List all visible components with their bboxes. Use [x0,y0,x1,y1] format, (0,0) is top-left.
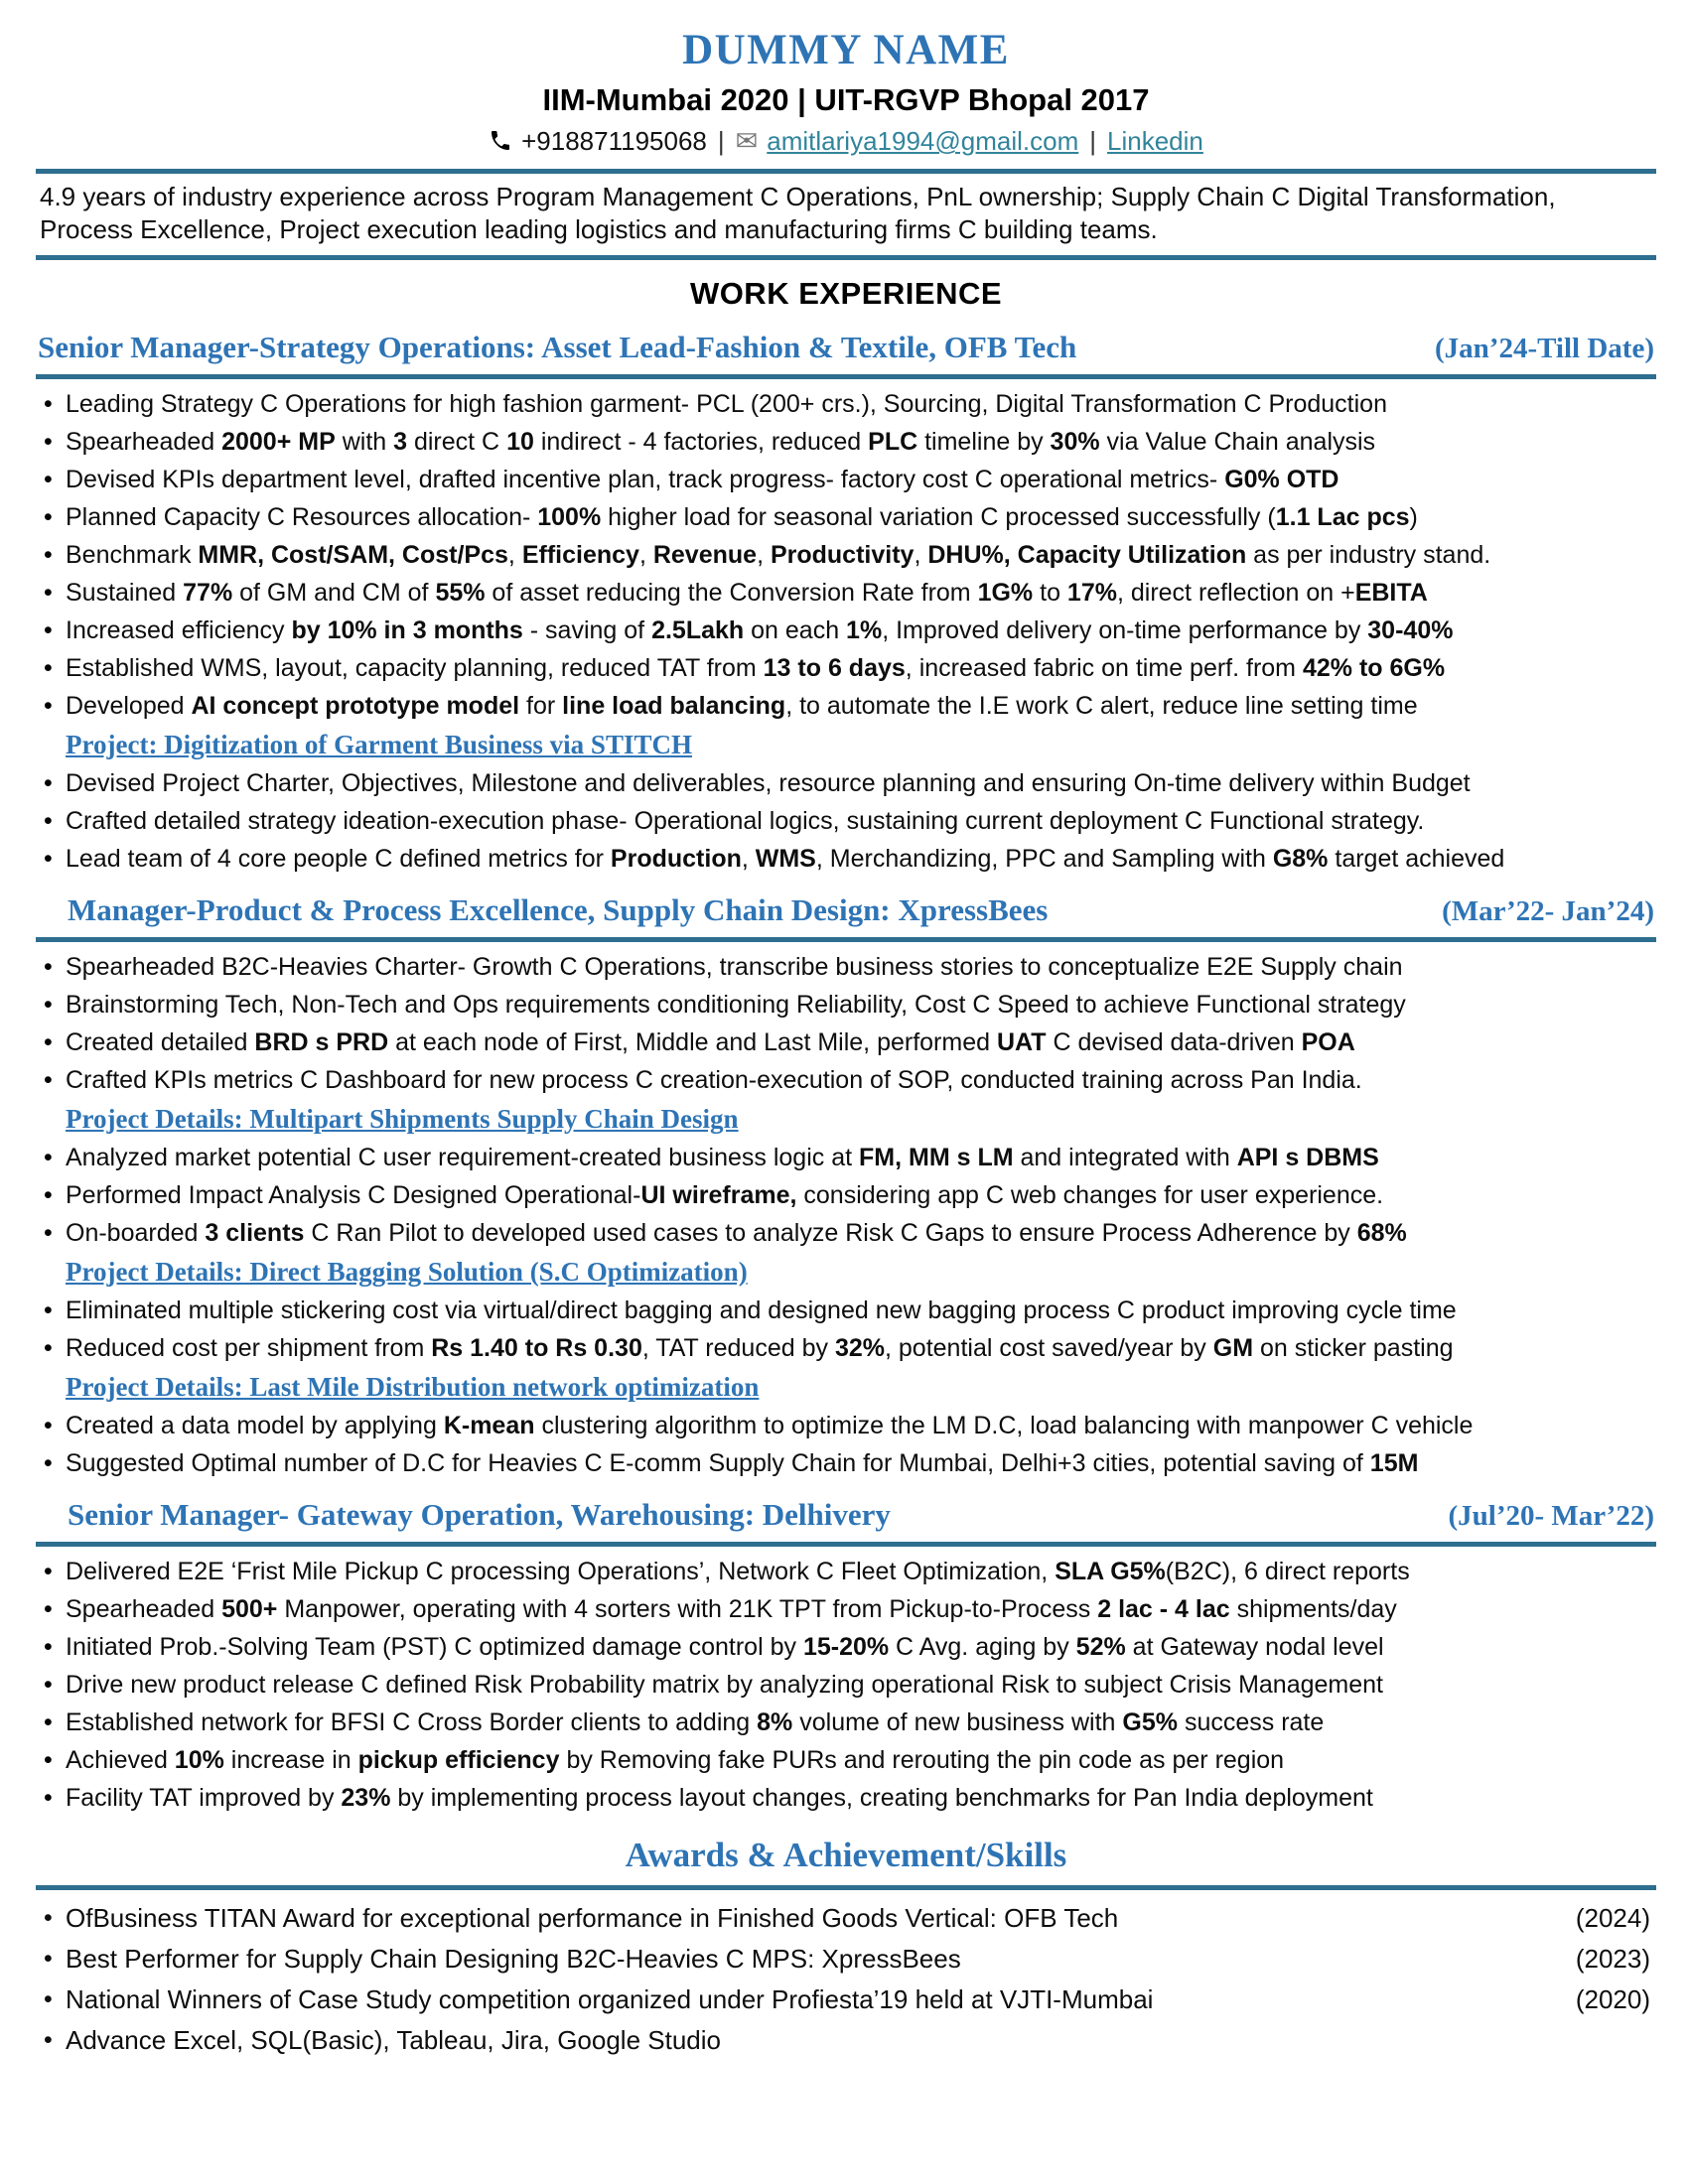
bullet-item [36,1180,1656,1211]
text: , direct reflection on + [1116,579,1355,607]
bold-text: 3 clients [205,1219,305,1247]
text: Spearheaded B2C-Heavies Charter- Growth C Operations, transcribe business stories to conceptualize E2E Supply chain [66,953,1403,981]
bullet-item [36,806,1656,837]
email-icon: ✉ [735,126,759,156]
candidate-name: DUMMY NAME [682,27,1010,73]
bold-text: G5% [1122,1708,1178,1736]
job-title: Manager-Product & Process Excellence, Supply Chain Design: XpressBees [68,892,1049,927]
text: and integrated with [1013,1144,1237,1171]
text: at each node of First, Middle and Last Mile, performed [388,1028,997,1056]
bold-text: BRD s PRD [254,1028,389,1056]
bullet-item [36,1594,1656,1625]
bullet-item [36,1557,1656,1587]
bullet-item [36,653,1656,684]
text: , [741,845,756,873]
bold-text: 2000+ MP [221,428,336,456]
text: Created detailed [66,1028,255,1056]
project-link[interactable]: Project Details: Last Mile Distribution network optimization [66,1372,760,1402]
jobs-container [36,330,1656,1814]
text: C devised data-driven [1046,1028,1302,1056]
project-link[interactable]: Project Details: Multipart Shipments Supply Chain Design [66,1104,739,1134]
bullet-item [36,1707,1656,1738]
project-link-row [36,730,1656,760]
bold-text: 2 lac - 4 lac [1097,1595,1230,1623]
project-link-row [36,1104,1656,1135]
text: (B2C), 6 direct reports [1165,1558,1410,1585]
award-item [36,1983,1656,2015]
award-text: • Best Performer for Supply Chain Designing B2C-Heavies C MPS: XpressBees [66,1944,961,1974]
bold-text: POA [1301,1028,1355,1056]
bullet-item [36,615,1656,646]
bullet-item [36,844,1656,875]
text: Suggested Optimal number of D.C for Heavies C E-comm Supply Chain for Mumbai, Delhi+3 cities, potential saving of [66,1449,1370,1477]
bullet-item [36,952,1656,983]
contact-line [36,126,1656,157]
email-link[interactable]: amitlariya1994@gmail.com [767,126,1079,156]
text: on sticker pasting [1253,1334,1454,1362]
job-header [36,1497,1656,1533]
text: Performed Impact Analysis C Designed Operational- [66,1181,641,1209]
bold-text: AI concept prototype model [191,692,520,720]
text: , [638,541,653,569]
bold-text: K-mean [443,1412,535,1439]
bold-text: 55% [435,579,486,607]
text: Benchmark [66,541,199,569]
text: Increased efficiency [66,616,292,644]
bold-text: 8% [757,1708,793,1736]
text: , TAT reduced by [641,1334,835,1362]
job-title: Senior Manager-Strategy Operations: Asset Lead-Fashion & Textile, OFB Tech [38,330,1077,364]
job-date: (Jan’24-Till Date) [1435,333,1654,364]
bullet-item [36,540,1656,571]
text: Achieved [66,1746,175,1774]
education-line: IIM-Mumbai 2020 | UIT-RGVP Bhopal 2017 [542,82,1150,117]
job-rule [36,374,1656,379]
bold-text: 23% [341,1784,391,1812]
award-year: (2023) [1575,1944,1650,1974]
bold-text: SLA G5% [1055,1558,1166,1585]
awards-title: Awards & Achievement/Skills [625,1836,1067,1874]
bold-text: 10% [174,1746,224,1774]
bold-text: G0% OTD [1224,466,1339,493]
project-link[interactable]: Project Details: Direct Bagging Solution (S.C Optimization) [66,1257,748,1287]
text: of asset reducing the Conversion Rate from [485,579,978,607]
text: , [914,541,928,569]
bold-text: PLC [868,428,918,456]
bold-text: 1G% [977,579,1034,607]
bold-text: line load balancing [562,692,786,720]
text: volume of new business with [792,1708,1123,1736]
text: Lead team of 4 core people C defined metrics for [66,845,611,873]
bullet-item [36,768,1656,799]
text: Initiated Prob.-Solving Team (PST) C optimized damage control by [66,1633,803,1661]
bold-text: Production [610,845,742,873]
bullet-item [36,1670,1656,1701]
job-rule [36,937,1656,942]
phone-icon [489,126,512,157]
text: ) [1409,503,1418,531]
text: success rate [1178,1708,1325,1736]
bullet-item [36,1333,1656,1364]
text: indirect - 4 factories, reduced [533,428,869,456]
job-header [36,892,1656,928]
text: On-boarded [66,1219,206,1247]
job-title: Senior Manager- Gateway Operation, Warehousing: Delhivery [68,1497,891,1532]
text: , increased fabric on time perf. from [905,654,1303,682]
job-section [36,330,1656,875]
work-experience-title: WORK EXPERIENCE [689,276,1003,311]
linkedin-link[interactable]: Linkedin [1107,126,1203,156]
award-text: • National Winners of Case Study competition organized under Profiesta’19 held at VJTI-Mumbai [66,1984,1154,2014]
text: higher load for seasonal variation C processed successfully ( [601,503,1276,531]
bold-text: MMR, Cost/SAM, Cost/Pcs [198,541,508,569]
text: on each [744,616,847,644]
job-date: (Mar’22- Jan’24) [1442,895,1654,927]
bullet-item [36,1783,1656,1814]
job-section [36,892,1656,1479]
text: with [335,428,394,456]
bold-text: 3 [393,428,408,456]
text: Planned Capacity C Resources allocation- [66,503,538,531]
award-text: • Advance Excel, SQL(Basic), Tableau, Jira, Google Studio [66,2025,721,2055]
text: Spearheaded [66,428,222,456]
bold-text: 32% [834,1334,885,1362]
bold-text: 13 to 6 days [763,654,906,682]
bold-text: 17% [1066,579,1117,607]
award-text: • OfBusiness TITAN Award for exceptional performance in Finished Goods Vertical: OFB Tech [66,1903,1119,1933]
text: Eliminated multiple stickering cost via virtual/direct bagging and designed new bagging process C product improving cycle time [66,1297,1457,1324]
bold-text: DHU%, Capacity Utilization [927,541,1247,569]
text: considering app C web changes for user experience. [796,1181,1384,1209]
text: clustering algorithm to optimize the LM D.C, load balancing with manpower C vehicle [534,1412,1474,1439]
text: Developed [66,692,192,720]
job-rule [36,1542,1656,1547]
bullet-item [36,1027,1656,1058]
bullet-item [36,691,1656,722]
project-link[interactable]: Project: Digitization of Garment Business via STITCH [66,730,692,759]
separator: | [1089,126,1097,156]
bold-text: Revenue [652,541,758,569]
job-bullet-list [36,389,1656,875]
bullet-item [36,1143,1656,1173]
text: at Gateway nodal level [1125,1633,1384,1661]
text: Leading Strategy C Operations for high fashion garment- PCL (200+ crs.), Sourcing, Digital Transformation C Production [66,390,1387,418]
text: Sustained [66,579,184,607]
project-link-row [36,1372,1656,1403]
text: C Ran Pilot to developed used cases to analyze Risk C Gaps to ensure Process Adherence by [304,1219,1357,1247]
bullet-item [36,1065,1656,1096]
text: Manpower, operating with 4 sorters with 21K TPT from Pickup-to-Process [277,1595,1098,1623]
bold-text: UAT [996,1028,1047,1056]
award-item [36,2024,1656,2056]
text: Facility TAT improved by [66,1784,342,1812]
text: for [519,692,563,720]
bold-text: 42% to 6G% [1302,654,1446,682]
bold-text: 15M [1369,1449,1419,1477]
bullet-item [36,1218,1656,1249]
bullet-item [36,1296,1656,1326]
award-item [36,1943,1656,1975]
bullet-item [36,427,1656,458]
bullet-item [36,578,1656,609]
text: Reduced cost per shipment from [66,1334,432,1362]
text: Brainstorming Tech, Non-Tech and Ops requirements conditioning Reliability, Cost C Speed to achieve Functional strategy [66,991,1406,1019]
bullet-item [36,990,1656,1021]
phone-number: +918871195068 [521,126,707,156]
text: Crafted detailed strategy ideation-execution phase- Operational logics, sustaining current deployment C Functional strategy. [66,807,1425,835]
text: Established WMS, layout, capacity planning, reduced TAT from [66,654,764,682]
bullet-item [36,502,1656,533]
text: timeline by [917,428,1051,456]
bold-text: pickup efficiency [357,1746,560,1774]
text: direct C [407,428,507,456]
text: Devised Project Charter, Objectives, Milestone and deliverables, resource planning and ensuring On-time delivery within Budget [66,769,1471,797]
job-header [36,330,1656,365]
bold-text: G8% [1272,845,1329,873]
bold-text: Rs 1.40 to Rs 0.30 [431,1334,642,1362]
bold-text: WMS [755,845,816,873]
text: as per industry stand. [1246,541,1491,569]
text: of GM and CM of [232,579,436,607]
text: C Avg. aging by [889,1633,1076,1661]
text: target achieved [1328,845,1505,873]
bold-text: 77% [183,579,233,607]
text: via Value Chain analysis [1099,428,1376,456]
bullet-item [36,1411,1656,1441]
bold-text: 100% [537,503,602,531]
bold-text: 10 [506,428,534,456]
job-section [36,1497,1656,1814]
bold-text: Productivity [770,541,915,569]
bold-text: 68% [1356,1219,1407,1247]
text: , [757,541,771,569]
text: to [1033,579,1067,607]
text: Established network for BFSI C Cross Border clients to adding [66,1708,758,1736]
separator: | [717,126,725,156]
text: Delivered E2E ‘Frist Mile Pickup C processing Operations’, Network C Fleet Optimization, [66,1558,1056,1585]
bold-text: UI wireframe, [640,1181,797,1209]
text: , potential cost saved/year by [885,1334,1213,1362]
bold-text: 2.5Lakh [651,616,745,644]
text: by implementing process layout changes, creating benchmarks for Pan India deployment [390,1784,1373,1812]
text: Devised KPIs department level, drafted incentive plan, track progress- factory cost C operational metrics- [66,466,1225,493]
bold-text: EBITA [1354,579,1428,607]
text: - saving of [522,616,652,644]
job-bullet-list [36,1557,1656,1814]
text: Crafted KPIs metrics C Dashboard for new process C creation-execution of SOP, conducted training across Pan India. [66,1066,1362,1094]
bold-text: 15-20% [802,1633,890,1661]
award-year: (2024) [1575,1903,1650,1933]
bullet-item [36,1448,1656,1479]
bold-text: 30-40% [1367,616,1454,644]
text: Created a data model by applying [66,1412,444,1439]
text: Drive new product release C defined Risk Probability matrix by analyzing operational Risk to subject Crisis Management [66,1671,1383,1699]
job-bullet-list [36,952,1656,1479]
bullet-item [36,1632,1656,1663]
bold-text: API s DBMS [1236,1144,1379,1171]
text: , [507,541,522,569]
bold-text: 1.1 Lac pcs [1275,503,1410,531]
award-year [1650,2024,1656,2056]
awards-rule [36,1885,1656,1890]
text: increase in [223,1746,358,1774]
bold-text: by 10% in 3 months [291,616,523,644]
resume-header [36,26,1656,157]
award-year: (2020) [1575,1984,1650,2014]
bullet-item [36,389,1656,420]
bullet-item [36,465,1656,495]
awards-list [36,1902,1656,2056]
text: shipments/day [1229,1595,1397,1623]
text: , Improved delivery on-time performance by [882,616,1368,644]
project-link-row [36,1257,1656,1288]
bold-text: 500+ [221,1595,278,1623]
bold-text: FM, MM s LM [859,1144,1014,1171]
profile-summary: 4.9 years of industry experience across Program Management C Operations, PnL ownership; Supply Chain C Digital Transformation, Process Excellence, Project execution leading logistics and manufacturing firms C building teams. [36,169,1656,260]
text: , to automate the I.E work C alert, reduce line setting time [785,692,1418,720]
award-item [36,1902,1656,1934]
job-date: (Jul’20- Mar’22) [1448,1500,1654,1532]
bold-text: Efficiency [521,541,639,569]
bold-text: 52% [1075,1633,1126,1661]
text: by Removing fake PURs and rerouting the pin code as per region [559,1746,1285,1774]
text: Analyzed market potential C user requirement-created business logic at [66,1144,860,1171]
bold-text: 30% [1050,428,1100,456]
text: Spearheaded [66,1595,222,1623]
bold-text: 1% [846,616,883,644]
bold-text: GM [1212,1334,1254,1362]
bullet-item [36,1745,1656,1776]
text: , Merchandizing, PPC and Sampling with [815,845,1273,873]
